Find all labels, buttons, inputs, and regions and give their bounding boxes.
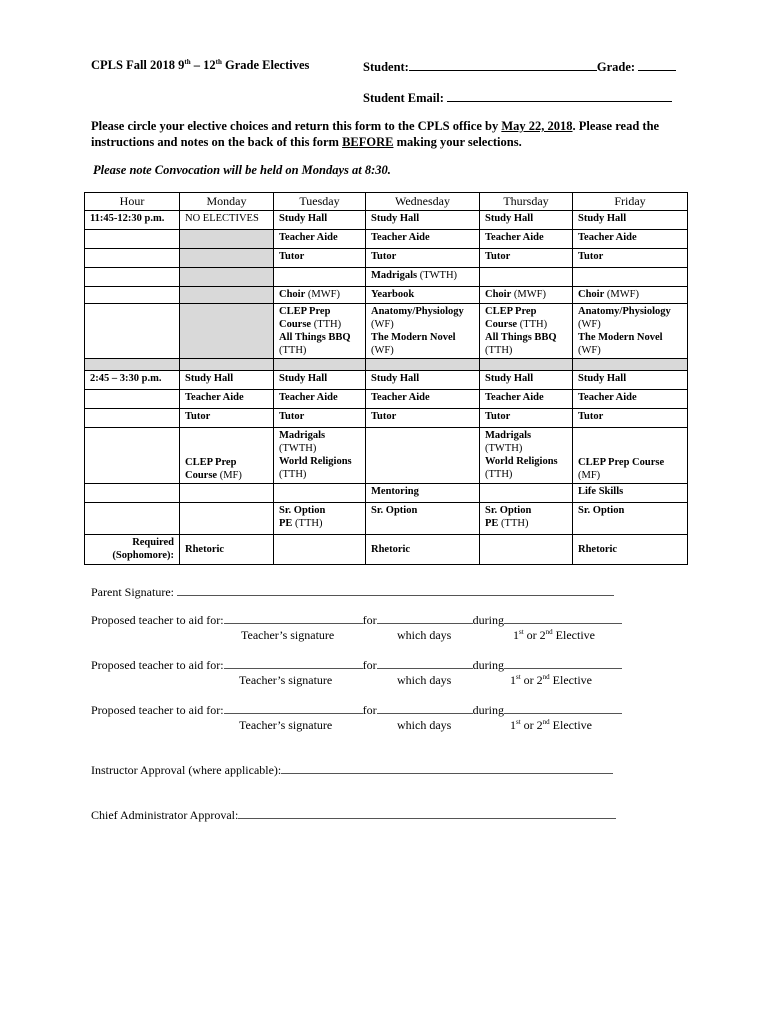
elective-option[interactable]: Anatomy/Physiology (WF) The Modern Novel (WF) — [573, 304, 688, 359]
gray-cell — [180, 287, 274, 304]
elective-option[interactable]: Study Hall — [274, 211, 366, 230]
elective-option[interactable]: Madrigals (TWTH) World Religions (TTH) — [480, 428, 573, 484]
elective-option[interactable]: Yearbook — [366, 287, 480, 304]
table-row — [85, 390, 688, 409]
empty-cell — [573, 268, 688, 287]
empty-cell — [85, 390, 180, 409]
proposed-teacher-field-1[interactable]: Proposed teacher to aid for: for during — [91, 612, 622, 628]
table-row — [85, 409, 688, 428]
table-row — [85, 230, 688, 249]
table-row — [85, 535, 688, 565]
elective-option[interactable]: Rhetoric — [180, 535, 274, 565]
elective-option[interactable]: Sr. Option — [366, 503, 480, 535]
elective-option[interactable]: Anatomy/Physiology (WF) The Modern Novel (WF) — [366, 304, 480, 359]
elective-option[interactable]: CLEP Prep Course (TTH) All Things BBQ (TTH) — [274, 304, 366, 359]
instructor-approval-field[interactable]: Instructor Approval (where applicable): — [91, 762, 613, 778]
teacher-signature-label: Teacher’s signature — [241, 628, 335, 642]
elective-option[interactable]: Study Hall — [274, 371, 366, 390]
elective-option[interactable]: CLEP Prep Course (MF) — [180, 428, 274, 484]
instructions: Please circle your elective choices and return this form to the CPLS office by May 22, 2018. Please read the instructions and notes on the back of this form BEFORE making your selections. — [91, 119, 660, 149]
table-row — [85, 484, 688, 503]
table-row — [85, 211, 688, 230]
elective-option[interactable]: Choir (MWF) — [480, 287, 573, 304]
required-sophomore-label: Required (Sophomore): — [85, 535, 180, 565]
gray-cell — [180, 230, 274, 249]
elective-option[interactable]: Teacher Aide — [573, 230, 688, 249]
empty-cell — [85, 249, 180, 268]
empty-cell — [274, 484, 366, 503]
empty-cell — [274, 535, 366, 565]
elective-option[interactable]: Choir (MWF) — [573, 287, 688, 304]
empty-cell — [85, 503, 180, 535]
elective-option[interactable]: Sr. Option PE (TTH) — [274, 503, 366, 535]
gray-cell — [573, 359, 688, 371]
chief-administrator-approval-field[interactable]: Chief Administrator Approval: — [91, 807, 616, 823]
table-header-row — [85, 193, 688, 211]
empty-cell — [85, 304, 180, 359]
empty-cell — [85, 428, 180, 484]
elective-option[interactable]: Teacher Aide — [480, 230, 573, 249]
elective-option[interactable]: Study Hall — [573, 371, 688, 390]
empty-cell — [85, 230, 180, 249]
elective-option[interactable]: Rhetoric — [366, 535, 480, 565]
elective-label: 1st or 2nd Elective — [513, 628, 595, 642]
elective-option[interactable]: Madrigals (TWTH) — [366, 268, 480, 287]
elective-option[interactable]: CLEP Prep Course (TTH) All Things BBQ (TTH) — [480, 304, 573, 359]
teacher-signature-label: Teacher’s signature — [239, 718, 333, 732]
elective-option[interactable]: Tutor — [180, 409, 274, 428]
table-row — [85, 249, 688, 268]
empty-cell — [180, 503, 274, 535]
elective-option[interactable]: CLEP Prep Course (MF) — [573, 428, 688, 484]
elective-option[interactable]: Sr. Option PE (TTH) — [480, 503, 573, 535]
gray-cell — [480, 359, 573, 371]
elective-option[interactable]: Tutor — [274, 409, 366, 428]
table-row — [85, 304, 688, 359]
empty-cell — [85, 484, 180, 503]
table-row — [85, 287, 688, 304]
header-friday: Friday — [573, 193, 688, 211]
teacher-signature-label: Teacher’s signature — [239, 673, 333, 687]
gray-cell — [180, 359, 274, 371]
spacer-row — [85, 359, 688, 371]
proposed-teacher-field-3[interactable]: Proposed teacher to aid for: for during — [91, 702, 622, 718]
hour-cell: 2:45 – 3:30 p.m. — [85, 371, 180, 390]
elective-option[interactable]: Mentoring — [366, 484, 480, 503]
elective-option[interactable]: Study Hall — [573, 211, 688, 230]
gray-cell — [366, 359, 480, 371]
elective-option[interactable]: Tutor — [573, 409, 688, 428]
hour-cell: 11:45-12:30 p.m. — [85, 211, 180, 230]
gray-cell — [274, 359, 366, 371]
elective-option[interactable]: Study Hall — [480, 211, 573, 230]
elective-option[interactable]: Teacher Aide — [480, 390, 573, 409]
student-field[interactable]: Student: Grade: — [363, 58, 676, 75]
student-email-field[interactable]: Student Email: — [363, 89, 672, 106]
form-title: CPLS Fall 2018 9th – 12th Grade Electives — [91, 58, 310, 73]
empty-cell — [85, 287, 180, 304]
elective-option[interactable]: Tutor — [366, 409, 480, 428]
table-row — [85, 428, 688, 484]
which-days-label: which days — [397, 673, 452, 687]
header-monday: Monday — [180, 193, 274, 211]
no-electives-cell: NO ELECTIVES — [180, 211, 274, 230]
header-tuesday: Tuesday — [274, 193, 366, 211]
elective-option[interactable]: Tutor — [274, 249, 366, 268]
elective-label: 1st or 2nd Elective — [510, 718, 592, 732]
empty-cell — [480, 484, 573, 503]
elective-option[interactable]: Teacher Aide — [274, 390, 366, 409]
elective-option[interactable]: Teacher Aide — [274, 230, 366, 249]
elective-option[interactable]: Life Skills — [573, 484, 688, 503]
header-wednesday: Wednesday — [366, 193, 480, 211]
elective-option[interactable]: Study Hall — [480, 371, 573, 390]
empty-cell — [480, 268, 573, 287]
which-days-label: which days — [397, 628, 452, 642]
elective-option[interactable]: Study Hall — [180, 371, 274, 390]
table-row — [85, 268, 688, 287]
proposed-teacher-field-2[interactable]: Proposed teacher to aid for: for during — [91, 657, 622, 673]
empty-cell — [85, 409, 180, 428]
table-row — [85, 371, 688, 390]
elective-option[interactable]: Choir (MWF) — [274, 287, 366, 304]
gray-cell — [180, 249, 274, 268]
electives-table — [84, 192, 688, 565]
empty-cell — [366, 428, 480, 484]
empty-cell — [480, 535, 573, 565]
elective-option[interactable]: Teacher Aide — [366, 230, 480, 249]
elective-label: 1st or 2nd Elective — [510, 673, 592, 687]
which-days-label: which days — [397, 718, 452, 732]
elective-option[interactable]: Teacher Aide — [573, 390, 688, 409]
elective-option[interactable]: Teacher Aide — [180, 390, 274, 409]
elective-option[interactable]: Tutor — [573, 249, 688, 268]
empty-cell — [180, 484, 274, 503]
gray-cell — [85, 359, 180, 371]
elective-option[interactable]: Madrigals (TWTH) World Religions (TTH) — [274, 428, 366, 484]
parent-signature-field[interactable]: Parent Signature: — [91, 584, 614, 600]
gray-cell — [180, 268, 274, 287]
elective-option[interactable]: Sr. Option — [573, 503, 688, 535]
elective-option[interactable]: Study Hall — [366, 371, 480, 390]
elective-option[interactable]: Tutor — [480, 249, 573, 268]
convocation-note: Please note Convocation will be held on Mondays at 8:30. — [93, 163, 391, 177]
empty-cell — [274, 268, 366, 287]
header-hour: Hour — [85, 193, 180, 211]
header-thursday: Thursday — [480, 193, 573, 211]
gray-cell — [180, 304, 274, 359]
elective-option[interactable]: Teacher Aide — [366, 390, 480, 409]
table-row — [85, 503, 688, 535]
elective-option[interactable]: Study Hall — [366, 211, 480, 230]
empty-cell — [85, 268, 180, 287]
elective-option[interactable]: Tutor — [366, 249, 480, 268]
elective-option[interactable]: Rhetoric — [573, 535, 688, 565]
elective-option[interactable]: Tutor — [480, 409, 573, 428]
